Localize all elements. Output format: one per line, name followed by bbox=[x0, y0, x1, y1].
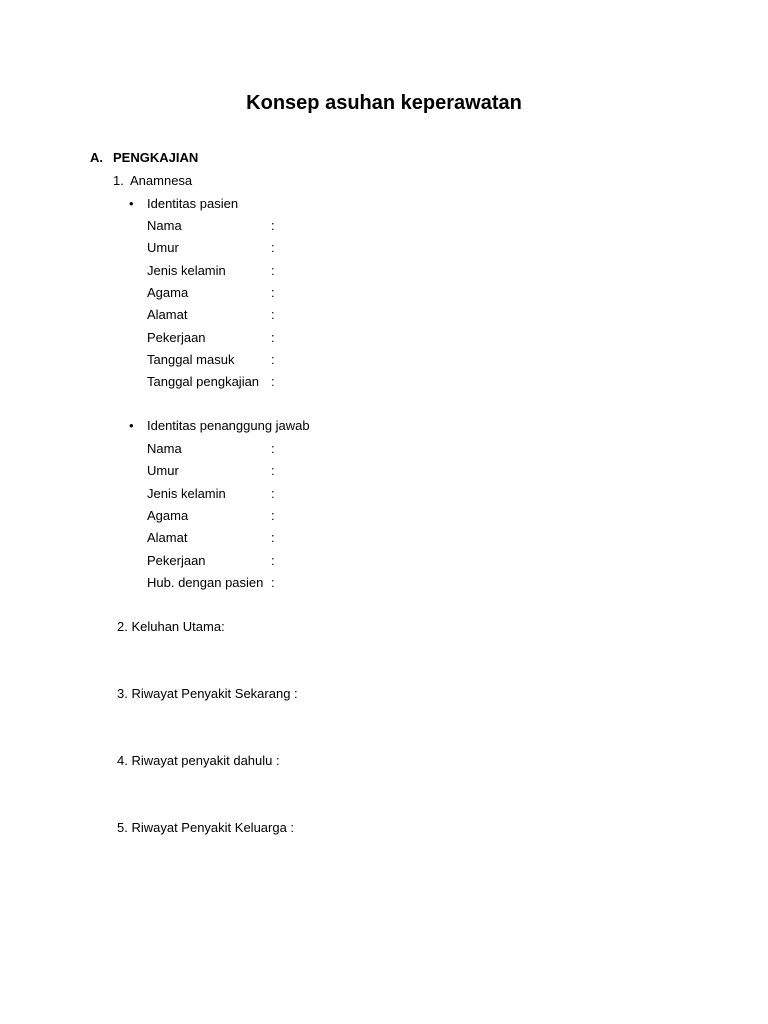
field-label: Umur bbox=[147, 463, 179, 479]
field-separator: : bbox=[271, 507, 275, 523]
field-label: Alamat bbox=[147, 530, 188, 546]
section-marker: A. bbox=[90, 150, 103, 165]
keluhan-utama-item: 2. Keluhan Utama: bbox=[117, 619, 225, 634]
bullet-icon: • bbox=[129, 196, 134, 211]
field-label: Pekerjaan bbox=[147, 329, 206, 345]
field-separator: : bbox=[271, 262, 275, 278]
field-separator: : bbox=[271, 240, 275, 256]
anamnesa-number: 1. bbox=[113, 173, 124, 188]
field-separator: : bbox=[271, 218, 275, 233]
bullet-icon: • bbox=[129, 418, 134, 433]
field-separator: : bbox=[271, 485, 275, 501]
field-label: Jenis kelamin bbox=[147, 262, 226, 278]
field-label: Nama bbox=[147, 218, 182, 233]
riwayat-penyakit-dahulu-item: 4. Riwayat penyakit dahulu : bbox=[117, 753, 280, 768]
field-separator: : bbox=[271, 329, 275, 345]
field-separator: : bbox=[271, 307, 275, 323]
field-separator: : bbox=[271, 574, 275, 590]
identitas-penanggung-label: Identitas penanggung jawab bbox=[147, 418, 310, 433]
field-separator: : bbox=[271, 530, 275, 546]
field-separator: : bbox=[271, 284, 275, 300]
field-label: Tanggal pengkajian bbox=[147, 374, 260, 390]
identitas-pasien-label: Identitas pasien bbox=[147, 196, 239, 211]
field-label: Hub. dengan pasien bbox=[147, 574, 264, 590]
field-separator: : bbox=[271, 374, 275, 390]
document-title: Konsep asuhan keperawatan bbox=[246, 92, 522, 114]
riwayat-penyakit-keluarga-item: 5. Riwayat Penyakit Keluarga : bbox=[117, 820, 295, 835]
field-label: Umur bbox=[147, 240, 179, 256]
riwayat-penyakit-sekarang-item: 3. Riwayat Penyakit Sekarang : bbox=[117, 686, 298, 701]
field-label: Nama bbox=[147, 441, 182, 456]
field-label: Alamat bbox=[147, 307, 188, 323]
field-label: Pekerjaan bbox=[147, 552, 206, 568]
section-heading: PENGKAJIAN bbox=[113, 150, 199, 165]
field-separator: : bbox=[271, 441, 275, 456]
field-label: Jenis kelamin bbox=[147, 485, 226, 501]
field-separator: : bbox=[271, 552, 275, 568]
field-separator: : bbox=[271, 463, 275, 479]
field-label: Tanggal masuk bbox=[147, 351, 235, 367]
anamnesa-label: Anamnesa bbox=[130, 173, 193, 188]
field-label: Agama bbox=[147, 507, 189, 523]
field-separator: : bbox=[271, 351, 275, 367]
field-label: Agama bbox=[147, 284, 189, 300]
